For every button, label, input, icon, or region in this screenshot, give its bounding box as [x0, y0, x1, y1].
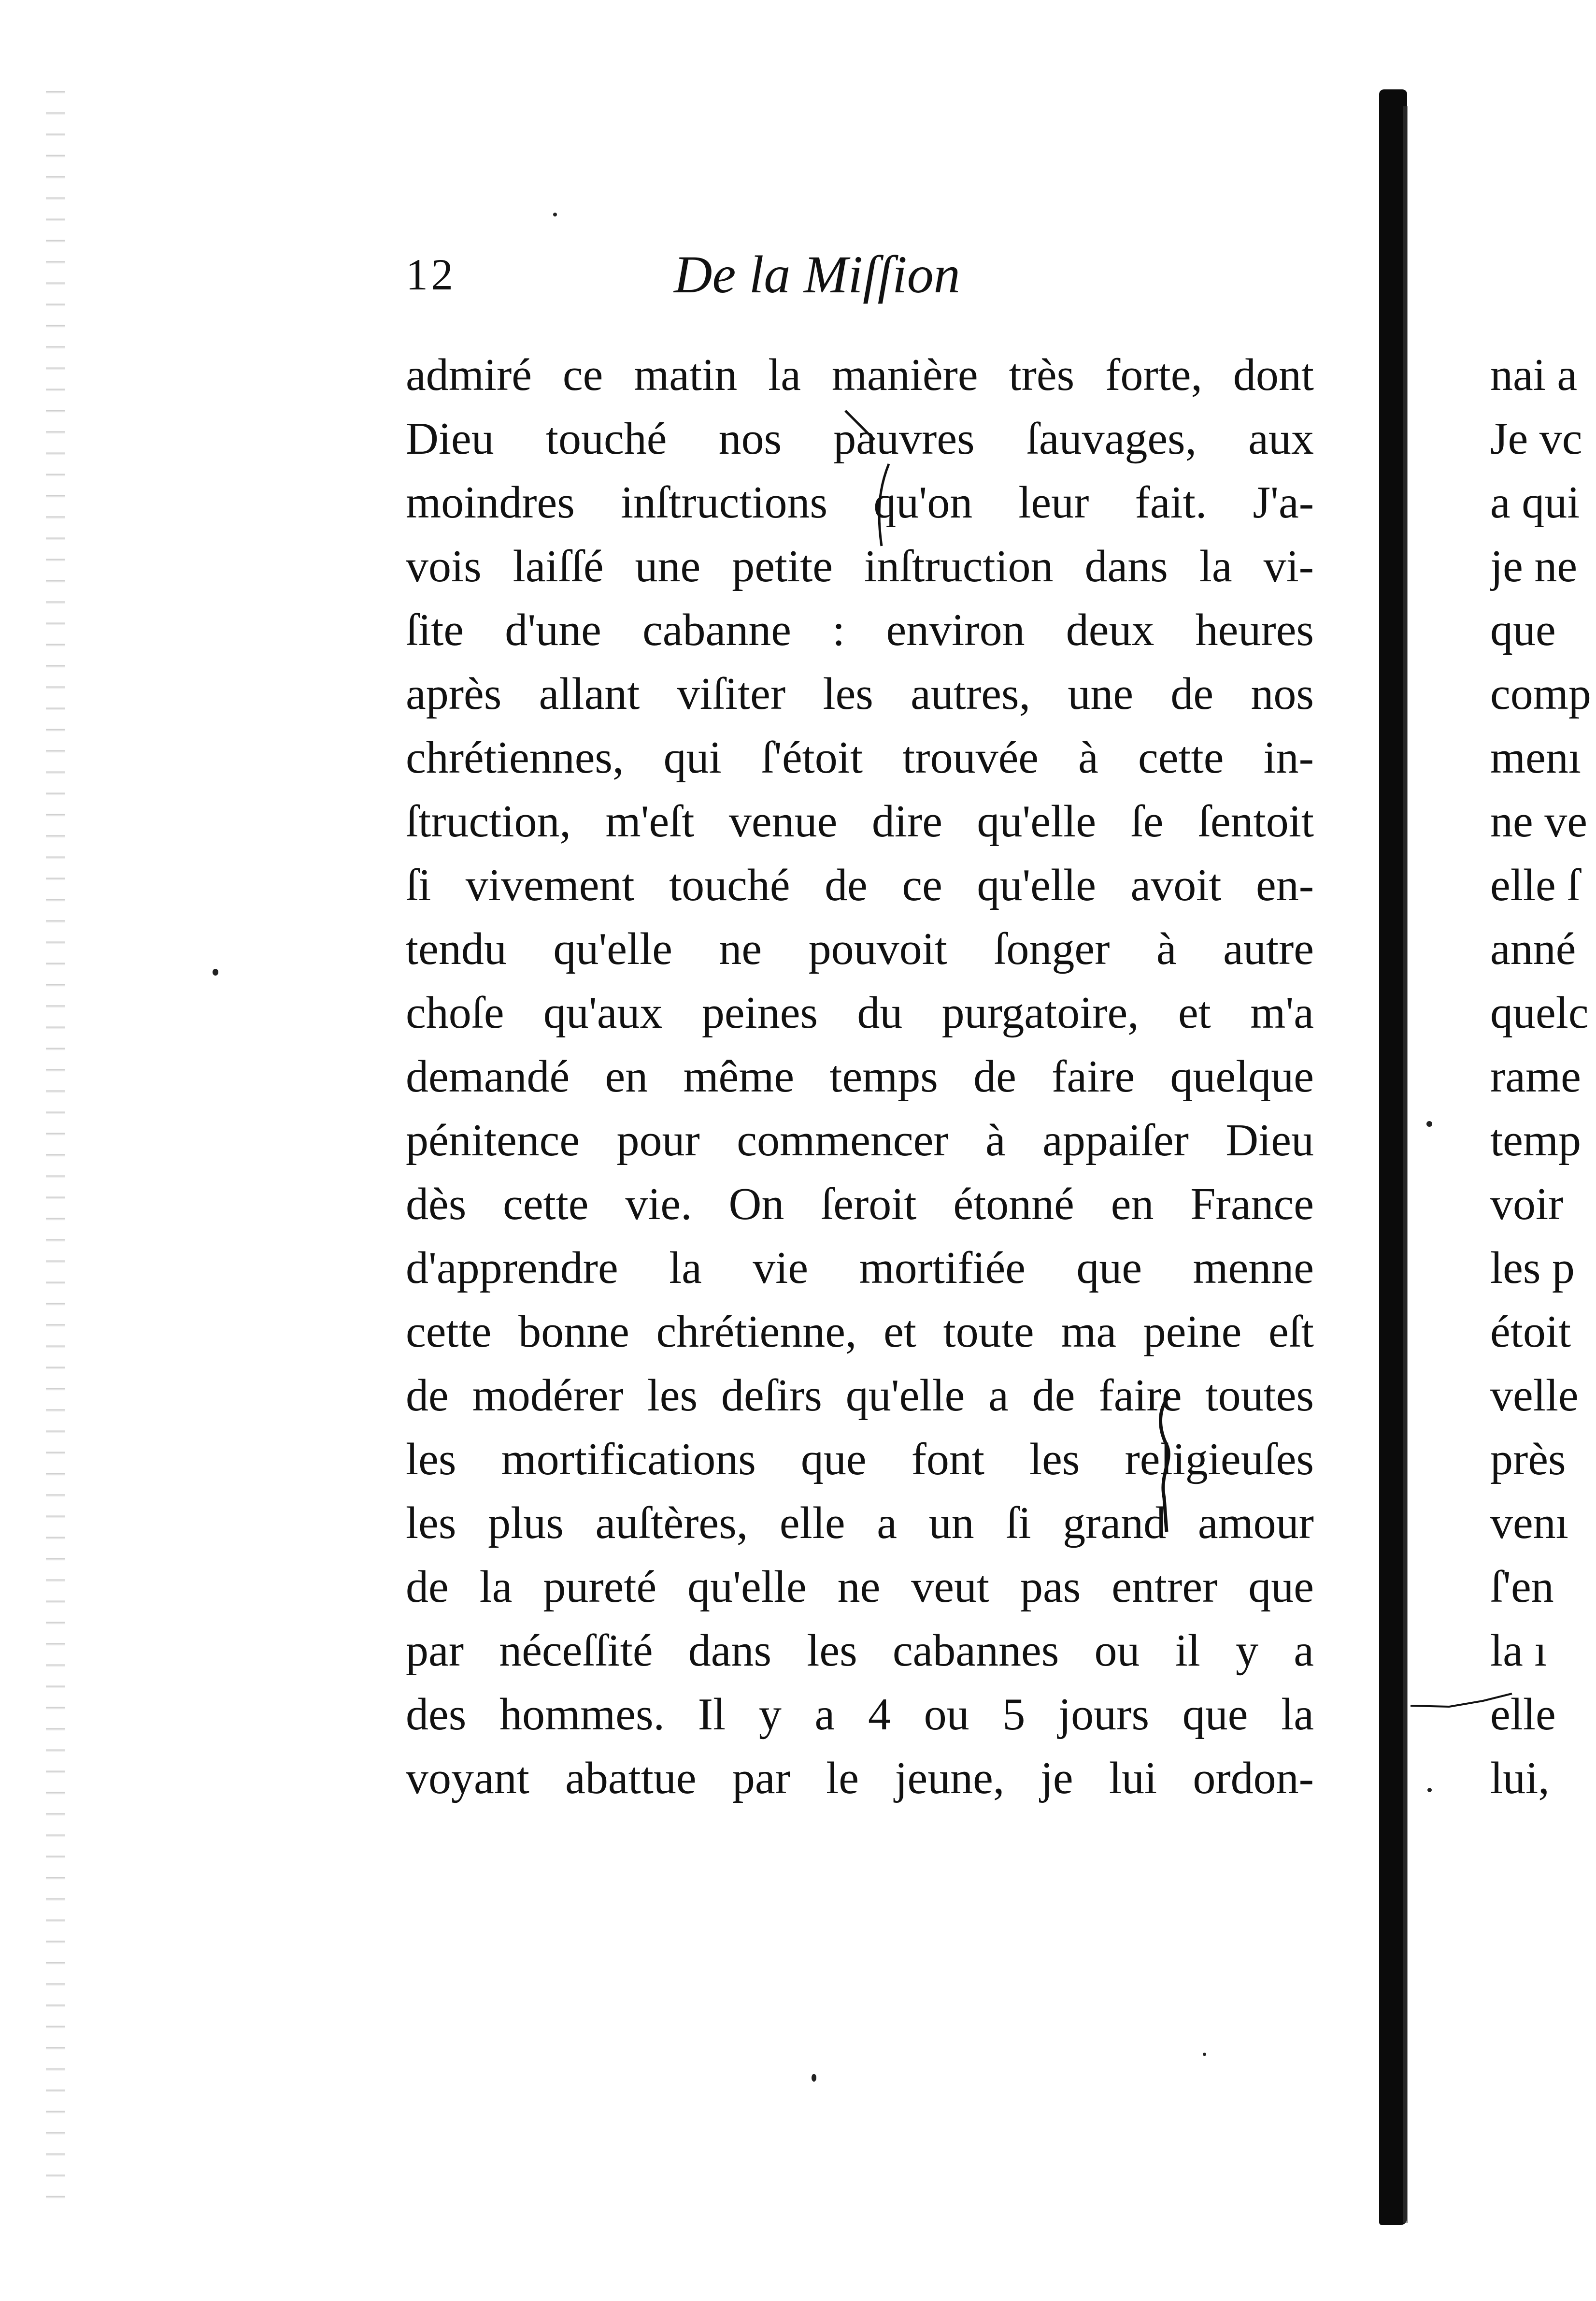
text-line: les plus auſtères, elle a un ſi grand amour — [406, 1498, 1314, 1548]
facing-line: les p — [1490, 1243, 1575, 1293]
text-line: pénitence pour commencer à appaiſer Dieu — [406, 1115, 1314, 1165]
facing-line: anné — [1490, 924, 1576, 974]
facing-line: menı — [1490, 733, 1581, 783]
facing-line: venı — [1490, 1498, 1568, 1548]
facing-line: quelc — [1490, 988, 1589, 1038]
text-line: chrétiennes, qui ſ'étoit trouvée à cette in- — [406, 733, 1314, 783]
text-line: dès cette vie. On ſeroit étonné en France — [406, 1179, 1314, 1229]
text-line: moindres inſtructions qu'on leur fait. J'a- — [406, 477, 1314, 528]
facing-line: voir — [1490, 1179, 1564, 1229]
scan-speck — [1426, 1121, 1432, 1127]
binding-shadow — [1403, 106, 1408, 2223]
text-line: d'apprendre la vie mortifiée que menne — [406, 1243, 1314, 1293]
text-line: de modérer les deſirs qu'elle a de faire toutes — [406, 1370, 1314, 1421]
text-line: admiré ce matin la manière très forte, dont — [406, 350, 1314, 400]
pen-mark — [831, 406, 927, 551]
scan-speck — [1427, 1788, 1432, 1792]
scan-speck — [1203, 2053, 1206, 2056]
text-line: après allant viſiter les autres, une de nos — [406, 669, 1314, 719]
facing-page-fragment — [1490, 343, 1596, 1889]
page-edge-shadow — [46, 72, 65, 2208]
text-line: vois laiſſé une petite inſtruction dans la vi- — [406, 541, 1314, 591]
facing-line: nai a — [1490, 350, 1578, 400]
text-line: des hommes. Il y a 4 ou 5 jours que la — [406, 1689, 1314, 1740]
facing-line: elle ſ — [1490, 860, 1580, 910]
facing-line: que — [1490, 605, 1556, 655]
body-text — [406, 343, 1314, 1810]
text-line: ſtruction, m'eſt venue dire qu'elle ſe ſentoit — [406, 796, 1314, 847]
facing-line: je ne — [1490, 541, 1578, 591]
facing-line: la ı — [1490, 1625, 1547, 1676]
facing-line: ne ve — [1490, 796, 1587, 847]
facing-line: elle — [1490, 1689, 1556, 1740]
running-head — [406, 244, 1314, 307]
text-line: tendu qu'elle ne pouvoit ſonger à autre — [406, 924, 1314, 974]
facing-line: Je vc — [1490, 414, 1582, 464]
text-line: cette bonne chrétienne, et toute ma peine eſt — [406, 1307, 1314, 1357]
facing-line: ſ'en — [1490, 1562, 1554, 1612]
scan-speck — [553, 213, 557, 216]
text-line: Dieu touché nos pauvres ſauvages, aux — [406, 414, 1314, 464]
scan-speck — [213, 969, 218, 976]
facing-line: lui, — [1490, 1753, 1550, 1803]
facing-line: temp — [1490, 1115, 1581, 1165]
facing-line: rame — [1490, 1051, 1581, 1102]
scan-speck — [812, 2074, 816, 2082]
text-line: de la pureté qu'elle ne veut pas entrer que — [406, 1562, 1314, 1612]
text-line: choſe qu'aux peines du purgatoire, et m'a — [406, 988, 1314, 1038]
text-line: ſite d'une cabanne : environ deux heures — [406, 605, 1314, 655]
facing-line: près — [1490, 1434, 1566, 1484]
text-line: voyant abattue par le jeune, je lui ordon- — [406, 1753, 1314, 1803]
text-line: par néceſſité dans les cabannes ou il y a — [406, 1625, 1314, 1676]
facing-line: étoit — [1490, 1307, 1571, 1357]
facing-line: velle — [1490, 1370, 1579, 1421]
pen-mark — [1140, 1392, 1193, 1537]
facing-line: comp — [1490, 669, 1591, 719]
text-line: ſi vivement touché de ce qu'elle avoit en- — [406, 860, 1314, 910]
facing-line: a qui — [1490, 477, 1580, 528]
running-title: De la Miſſion — [674, 245, 960, 304]
text-line: demandé en même temps de faire quelque — [406, 1051, 1314, 1102]
text-line: les mortifications que font les religieuſes — [406, 1434, 1314, 1484]
page-number: 12 — [406, 250, 456, 299]
